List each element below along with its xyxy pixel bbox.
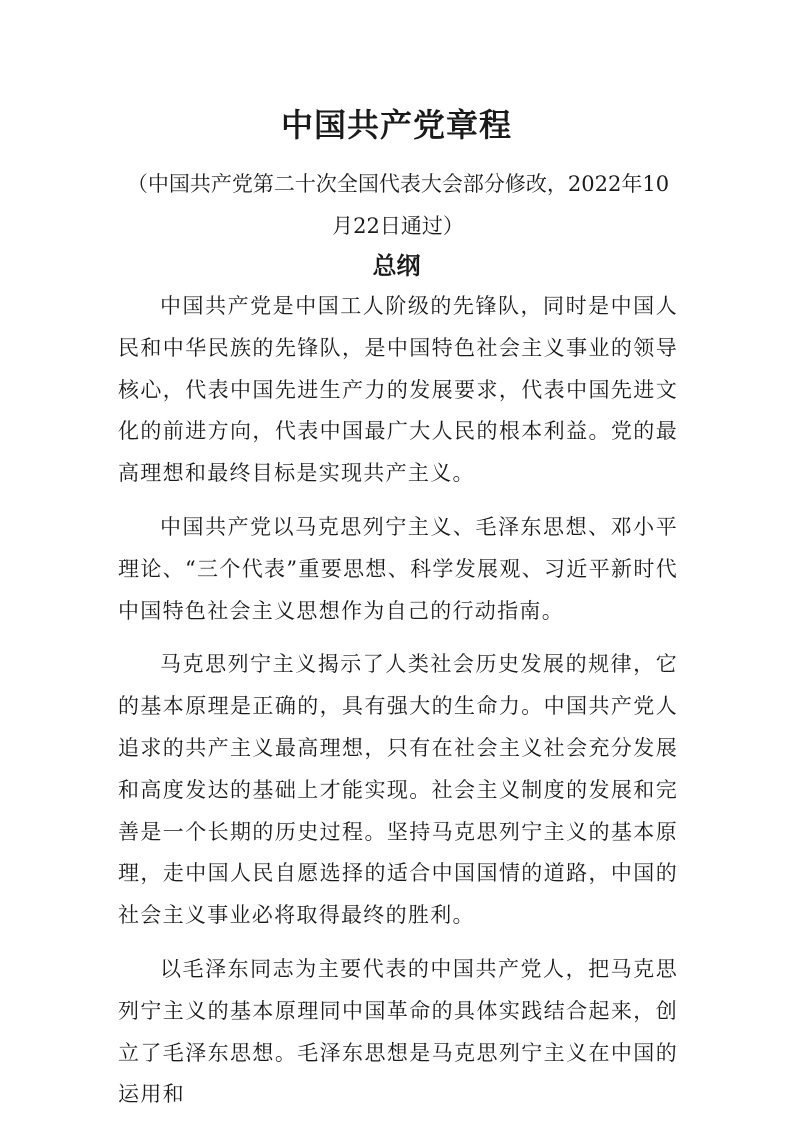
paragraph-3: 马克思列宁主义揭示了人类社会历史发展的规律，它的基本原理是正确的，具有强大的生命力。中国共产党人追求的共产主义最高理想，只有在社会主义社会充分发展和高度发达的基础上才能实现。社会主义制度的发展和完善是一个长期的历史过程。坚持马克思列宁主义的基本原理，走中国人民自愿选择的适合中国国情的道路，中国的社会主义事业必将取得最终的胜利。	[118, 652, 678, 928]
section-heading: 总纲	[372, 252, 421, 280]
paragraph-4: 以毛泽东同志为主要代表的中国共产党人，把马克思列宁主义的基本原理同中国革命的具体实践结合起来，创立了毛泽东思想。毛泽东思想是马克思列宁主义在中国的运用和	[118, 956, 678, 1107]
document-subtitle: （中国共产党第二十次全国代表大会部分修改，2022年10月22日通过）	[126, 172, 670, 238]
document-title: 中国共产党章程	[280, 106, 512, 144]
paragraph-2: 中国共产党以马克思列宁主义、毛泽东思想、邓小平理论、“三个代表”重要思想、科学发展观、习近平新时代中国特色社会主义思想作为自己的行动指南。	[118, 514, 678, 623]
paragraph-1: 中国共产党是中国工人阶级的先锋队，同时是中国人民和中华民族的先锋队，是中国特色社会主义事业的领导核心，代表中国先进生产力的发展要求，代表中国先进文化的前进方向，代表中国最广大人民的根本利益。党的最高理想和最终目标是实现共产主义。	[118, 294, 678, 486]
document-body	[118, 286, 678, 1128]
